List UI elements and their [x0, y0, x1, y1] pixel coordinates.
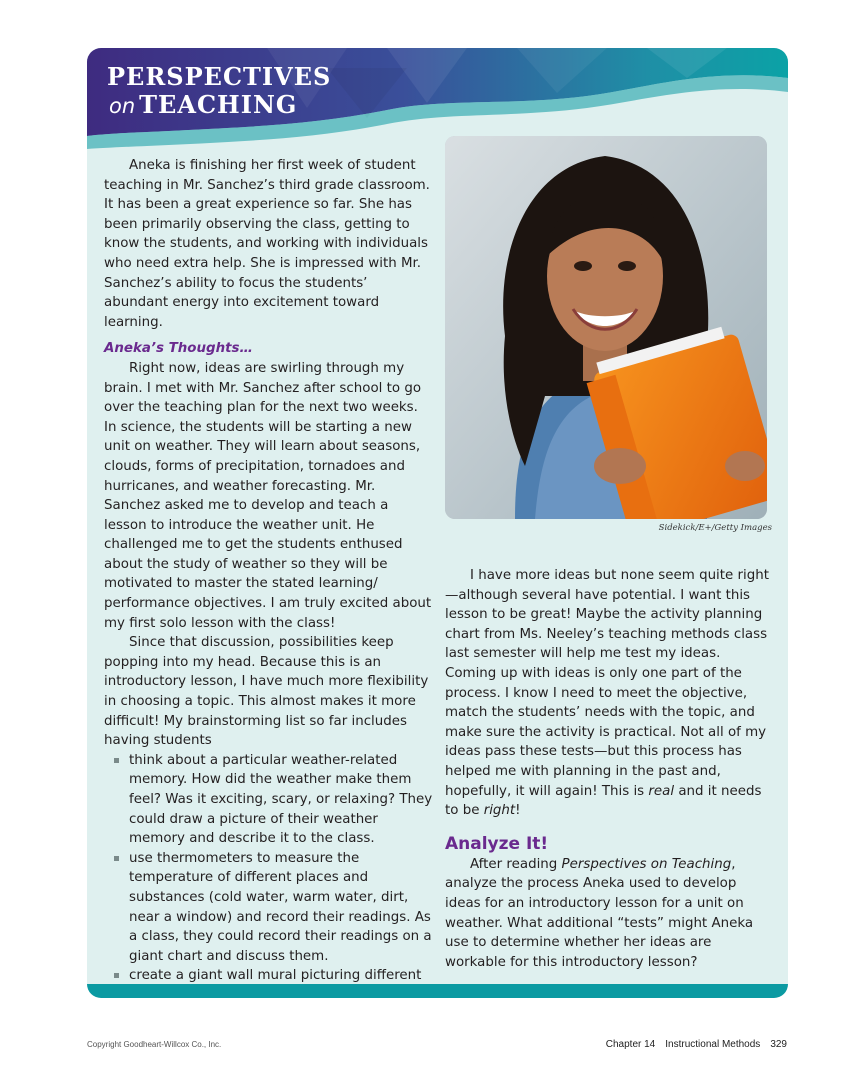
section-label: Instructional Methods — [665, 1039, 761, 1050]
right-column — [445, 566, 775, 972]
brainstorm-list — [104, 751, 434, 998]
analyze-title-ref: Perspectives on Teaching — [561, 856, 732, 872]
analyze-text-2: , analyze the process Aneka used to develop ideas for an introductory lesson for a unit on weather. What additional “tests” might Aneka use to determine whether her ideas are workable for this introductory lesson? — [445, 856, 754, 970]
right-paragraph — [445, 566, 775, 821]
right-paragraph-text-1: I have more ideas but none seem quite right—although several have potential. I want this lesson to be great! Maybe the activity planning chart from Ms. Neeley’s teaching methods class last semester will help me test my ideas. Coming up with ideas is only one part of the process. I know I need to meet the objective, match the students’ needs with the topic, and make sure the activity is practical. Not all of my ideas pass these tests—but this process has helped me with planning in the past and, hopefully, it will again! This is — [445, 568, 769, 799]
analyze-it-heading: Analyze It! — [445, 833, 549, 854]
bullet-square-icon — [114, 856, 119, 861]
page-number: 329 — [770, 1039, 787, 1050]
list-item — [104, 849, 434, 967]
copyright-notice: Copyright Goodheart-Willcox Co., Inc. — [87, 1040, 222, 1049]
list-item-text: think about a particular weather-related memory. How did the weather make them feel? Was it exciting, scary, or relaxing? They could draw a picture of their weather memory and describe it to the class. — [129, 752, 433, 847]
list-item — [104, 751, 434, 849]
photo-credit: Sidekick/E+/Getty Images — [658, 523, 772, 533]
analyze-paragraph — [445, 855, 775, 973]
emphasis-real: real — [648, 783, 675, 799]
right-paragraph-end: ! — [515, 803, 521, 819]
perspectives-panel — [87, 48, 788, 998]
emphasis-right: right — [483, 803, 516, 819]
banner-title-line2 — [109, 90, 297, 119]
bullet-square-icon — [114, 758, 119, 763]
list-item-text: create a giant wall mural picturing different — [129, 968, 422, 984]
banner-title-perspectives: PERSPECTIVES — [107, 62, 332, 91]
banner-title-on: on — [109, 94, 136, 118]
thoughts-paragraph-1: Right now, ideas are swirling through my brain. I met with Mr. Sanchez after school to go over the teaching plan for the next two weeks. In science, the students will be starting a new unit on weather. They will learn about seasons, clouds, forms of precipitation, tornadoes and hurricanes, and weather forecasting. Mr. Sanchez asked me to develop and teach a lesson to introduce the weather unit. He challenged me to get the students enthused about the study of weather so they will be motivated to master the stated learning/ performance objectives. I am truly excited about my first solo lesson with the class! — [104, 360, 432, 631]
right-paragraph-text-2: and it needs to be — [445, 783, 762, 819]
analyze-text-1: After reading — [470, 856, 562, 872]
student-teacher-photo — [445, 136, 767, 519]
list-item-text: use thermometers to measure the temperature of different places and substances (cold water, warm water, dirt, near a window) and record their readings. As a class, they could record their readings on a giant chart and discuss them. — [129, 850, 432, 964]
page-footer — [596, 1039, 787, 1050]
chapter-label: Chapter 14 — [605, 1039, 656, 1050]
thoughts-paragraph-2: Since that discussion, possibilities keep popping into my head. Because this is an introductory lesson, I have much more flexibility in choosing a topic. This almost makes it more difficult! My brainstorming list so far includes having students — [104, 635, 429, 749]
bullet-square-icon — [114, 973, 119, 978]
anekas-thoughts-subhead: Aneka’s Thoughts… — [104, 341, 253, 357]
left-column — [104, 156, 434, 998]
photo-illustration — [445, 136, 767, 519]
bottom-accent-bar — [87, 984, 788, 998]
intro-paragraph: Aneka is finishing her first week of student teaching in Mr. Sanchez’s third grade classroom. It has been a great experience so far. She has been primarily observing the class, getting to know the students, and working with individuals who need extra help. She is impressed with Mr. Sanchez’s ability to focus the students’ abundant energy into excitement toward learning. — [104, 158, 430, 330]
banner-title-teaching: TEACHING — [139, 90, 298, 119]
